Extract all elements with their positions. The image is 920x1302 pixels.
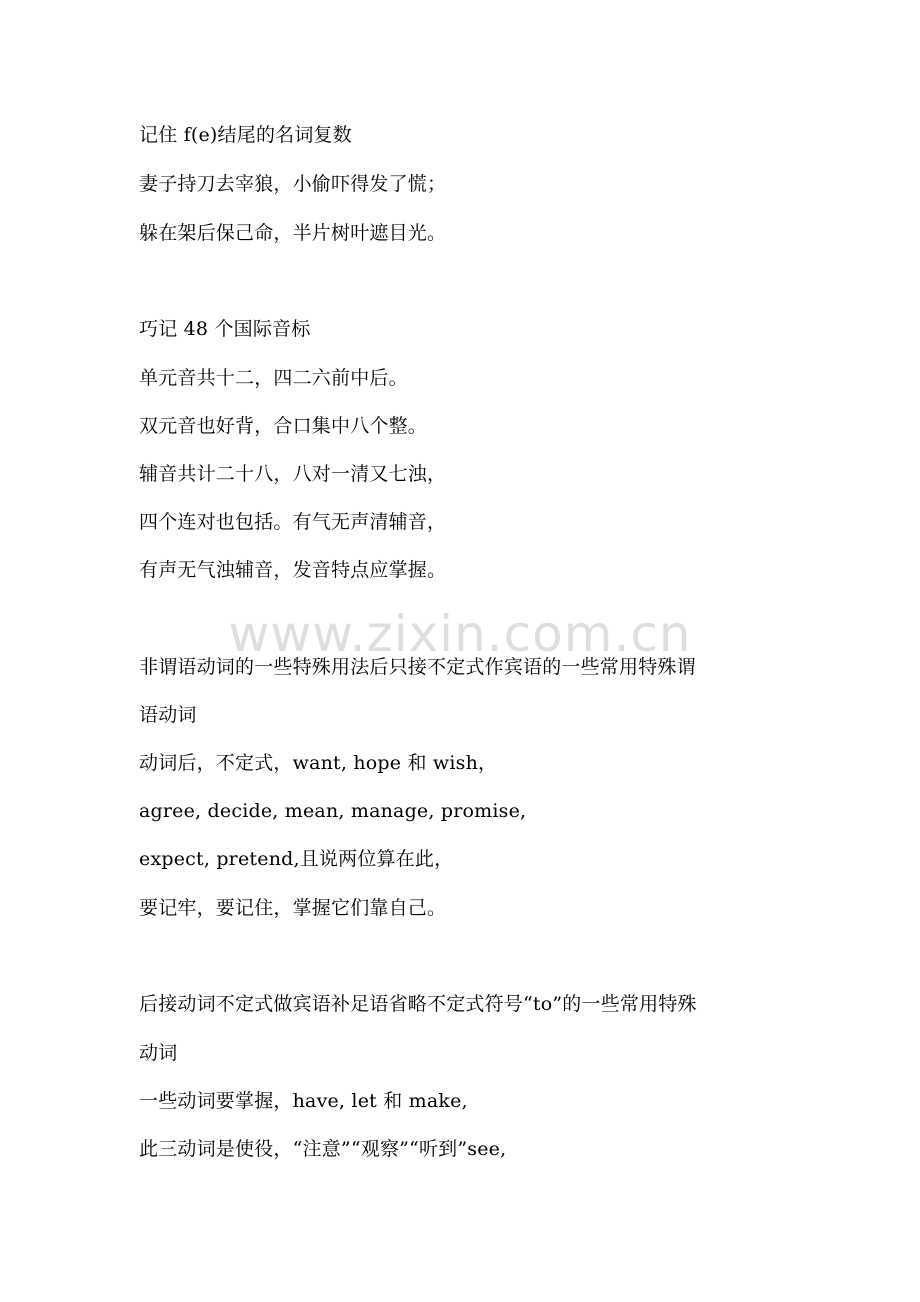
section-4-line-1: 一些动词要掌握，have, let 和 make, xyxy=(139,1090,468,1112)
section-1-line-2: 躲在架后保己命，半片树叶遮目光。 xyxy=(139,222,447,244)
section-2-line-3: 辅音共计二十八，八对一清又七浊， xyxy=(139,463,447,485)
section-2-line-1: 单元音共十二，四二六前中后。 xyxy=(139,367,408,389)
section-3-line-1: 动词后，不定式，want, hope 和 wish， xyxy=(139,752,498,774)
section-4-title-line-1: 后接动词不定式做宾语补足语省略不定式符号“to”的一些常用特殊 xyxy=(139,993,697,1015)
section-2-line-2: 双元音也好背，合口集中八个整。 xyxy=(139,415,428,437)
section-3-line-2: agree, decide, mean, manage, promise, xyxy=(139,800,527,822)
section-2-line-4: 四个连对也包括。有气无声清辅音， xyxy=(139,511,447,533)
section-3-title-line-2: 语动词 xyxy=(139,704,197,726)
section-3-title-line-1: 非谓语动词的一些特殊用法后只接不定式作宾语的一些常用特殊谓 xyxy=(139,656,696,678)
section-3-line-4: 要记牢，要记住，掌握它们靠自己。 xyxy=(139,897,447,919)
section-2-title: 巧记 48 个国际音标 xyxy=(139,318,311,340)
section-4-title-line-2: 动词 xyxy=(139,1042,178,1064)
section-2-line-5: 有声无气浊辅音，发音特点应掌握。 xyxy=(139,559,447,581)
section-3-line-3: expect, pretend,且说两位算在此， xyxy=(139,848,454,870)
section-1-line-1: 妻子持刀去宰狼，小偷吓得发了慌； xyxy=(139,173,447,195)
section-1-title: 记住 f(e)结尾的名词复数 xyxy=(139,124,352,146)
section-4-line-2: 此三动词是使役，“注意”“观察”“听到”see, xyxy=(139,1138,507,1160)
watermark: www.zixin.com.cn xyxy=(228,605,692,663)
